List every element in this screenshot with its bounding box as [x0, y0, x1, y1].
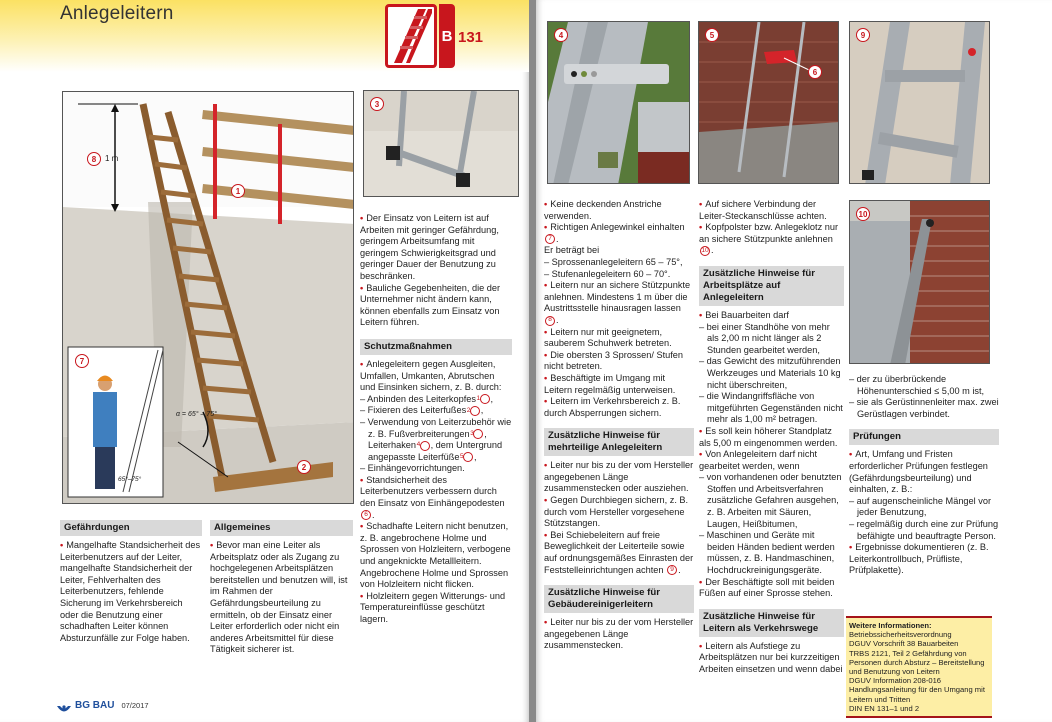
- footer: [57, 700, 149, 711]
- bullet-item: • Leitern im Verkehrsbereich z. B. durch Absperrungen sichern.: [544, 396, 694, 419]
- ref-1: 1: [480, 394, 490, 404]
- bullet-item: • Schadhafte Leitern nicht benutzen, z. B. angebrochene Holme und Sprossen von Holzleitern, verbogene und angeknickte Metallleitern. Angebrochene Holme und Sprossen von Holzleitern nicht flicken.: [360, 521, 512, 591]
- gefaehrdungen-section: [60, 520, 202, 644]
- bullet-item: • Auf sichere Verbindung der Leiter-Steckanschlüsse achten.: [699, 199, 844, 222]
- bullet-item: • Anlegeleitern gegen Ausgleiten, Umfallen, Umkanten, Abrutschen und Einsinken sichern, z. B. durch:: [360, 359, 512, 394]
- ref-7: 7: [545, 234, 555, 244]
- bullet-item: • Leiter nur bis zu der vom Hersteller angegebenen Länge zusammenstecken.: [544, 617, 694, 652]
- callout-8: 8: [87, 152, 101, 166]
- photo-4-ladder-hook: [547, 21, 690, 184]
- photo-number-3: 3: [370, 97, 384, 111]
- ref-9: 9: [667, 565, 677, 575]
- allgemeines-section: [210, 520, 353, 656]
- info-line: TRBS 2121, Teil 2 Gefährdung von Personen durch Absturz – Bereitstellung und Benutzung von Leitern: [849, 648, 985, 677]
- photo-number-6: 6: [808, 65, 822, 79]
- bullet-item: • Es soll kein höherer Standplatz als 5,00 m eingenommen werden.: [699, 426, 844, 449]
- bullet-item: • Leitern nur mit geeignetem, sauberem Schuhwerk betreten.: [544, 327, 694, 350]
- right-column-1: [544, 199, 694, 652]
- bullet-item: • Leiter nur bis zu der vom Hersteller angegebenen Länge zusammenstecken oder ausziehen.: [544, 460, 694, 495]
- ref-8: 8: [545, 316, 555, 326]
- ladder-icon: [385, 4, 437, 68]
- bullet-item: • Standsicherheit des Leiterbenutzers verbessern durch den Einsatz von Einhängepodesten 6 .: [360, 475, 512, 521]
- section-heading-verkehrswege: Zusätzliche Hinweise für Leitern als Verkehrswege: [699, 609, 844, 637]
- photo-10-head-cushion: [849, 200, 990, 364]
- left-column-2: [360, 213, 512, 626]
- badge-number: 131: [458, 29, 484, 46]
- dash-item: – der zu überbrückende Höhenunterschied ≤ 5,00 m ist,: [849, 374, 985, 396]
- bullet-item: • Der Beschäftigte soll mit beiden Füßen auf einer Sprosse stehen.: [699, 577, 844, 600]
- ref-2: 2: [470, 406, 480, 416]
- callout-2: 2: [297, 460, 311, 474]
- bullet-item: • Bei Schiebeleitern auf freie Beweglichkeit der Leiterteile sowie auf ordnungsgemäßes Einrasten der Feststelleinrichtungen achten 9 .: [544, 530, 694, 576]
- section-heading-schutzmassnahmen: Schutzmaßnahmen: [360, 339, 512, 355]
- right-column-2: [699, 199, 844, 676]
- dash-item: – bei einer Standhöhe von mehr als 2,00 m nicht länger als 2 Stunden gearbeitet werden,: [699, 321, 830, 355]
- bullet-item: • Art, Umfang und Fristen erforderlicher Prüfungen festlegen (Gefährdungsbeurteilung) und einhalten, z. B.:: [849, 449, 999, 495]
- page-title: Anlegeleitern: [60, 3, 174, 24]
- dash-item: – regelmäßig durch eine zur Prüfung befähigte und beauftragte Person.: [849, 518, 999, 541]
- dash-item: – Fixieren des Leiterfußes 2 ,: [360, 405, 484, 416]
- photo-number-10: 10: [856, 207, 870, 221]
- inset-angle-label: 65°–75°: [118, 476, 142, 483]
- category-badge: [385, 4, 483, 68]
- dash-item: – Einhängevorrichtungen.: [360, 463, 465, 474]
- ref-5: 5: [463, 452, 473, 462]
- photo-5-hanging-platform: [698, 21, 839, 184]
- text-line: Er beträgt bei: [544, 245, 600, 256]
- photo-number-5: 5: [705, 28, 719, 42]
- section-heading-gefaehrdungen: Gefährdungen: [60, 520, 202, 536]
- info-line: Betriebssicherheitsverordnung: [849, 630, 952, 640]
- page-gutter: [529, 0, 536, 722]
- info-box-title: Weitere Informationen:: [849, 621, 932, 630]
- section-heading-arbeitsplaetze: Zusätzliche Hinweise für Arbeitsplätze auf Anlegeleitern: [699, 266, 844, 306]
- bullet-item: • Leitern nur an sichere Stützpunkte anlehnen. Mindestens 1 m über die Austrittsstelle hinausragen lassen 8 .: [544, 280, 694, 326]
- dash-item: – sie als Gerüstinnenleiter max. zwei Gerüstlagen verbindet.: [849, 397, 999, 419]
- bullet-item: • Ergebnisse dokumentieren (z. B. Leiterkontrollbuch, Prüfliste, Prüfplakette).: [849, 542, 999, 577]
- callout-7: 7: [75, 354, 89, 368]
- dash-item: – Stufenanlegeleitern 60 – 70°.: [544, 268, 671, 279]
- photo-3-foot-extension: [363, 90, 519, 197]
- main-ladder-illustration: [62, 91, 354, 504]
- bullet-item: • Mangelhafte Standsicherheit des Leiterbenutzers auf der Leiter, mangelhafte Standsicherheit der Leiter, Fehlverhalten des Leiterbenutzers, fehlende Sicherung im Verkehrsbereich oder die Benutzung einer schadhaften Leiter können Absturzunfälle zur Folge haben.: [60, 540, 202, 644]
- bullet-item: • Bei Bauarbeiten darf: [699, 310, 844, 322]
- bullet-item: • Keine deckenden Anstriche verwenden.: [544, 199, 694, 222]
- bullet-item: • Richtigen Anlegewinkel einhalten 7 .: [544, 222, 694, 245]
- ref-4: 4: [420, 441, 430, 451]
- footer-brand: BG BAU: [75, 700, 115, 711]
- info-line: DIN EN 131–1 und 2: [849, 703, 920, 713]
- bullet-item: • Gegen Durchbiegen sichern, z. B. durch vom Hersteller vorgesehene Stützstangen.: [544, 495, 694, 530]
- bullet-item: • Die obersten 3 Sprossen/ Stufen nicht betreten.: [544, 350, 694, 373]
- bullet-item: • Holzleitern gegen Witterungs- und Temperatureinflüsse geschützt lagern.: [360, 591, 512, 626]
- bg-bau-logo-icon: [57, 701, 71, 710]
- dash-item: – Anbinden des Leiterkopfes 1 ,: [360, 393, 494, 404]
- dash-item: – das Gewicht des mitzuführenden Werkzeuges und Materials 10 kg nicht überschreiten,: [699, 356, 841, 390]
- dash-item: – Maschinen und Geräte mit beiden Händen bedient werden müssen, z. B. Handmaschinen, Hochdruckreinigungsgeräte.: [699, 530, 835, 576]
- photo-number-4: 4: [554, 28, 568, 42]
- photo-9-extension-ladder-lock: [849, 21, 990, 184]
- bullet-item: • Der Einsatz von Leitern ist auf Arbeiten mit geringer Gefährdung, geringem Arbeitsumfang mit geringem Schwierigkeitsgrad und geringer Dauer der Benutzung zu beschränken.: [360, 213, 512, 283]
- info-line: DGUV Vorschrift 38 Bauarbeiten: [849, 639, 959, 649]
- dash-item: – die Windangriffsfläche von mitgeführten Gegenständen nicht mehr als 1,00 m² betragen.: [699, 391, 843, 425]
- bullet-item: • Leitern als Aufstiege zu Arbeitsplätzen nur bei kurzzeitigen Arbeiten einsetzen und wenn dabei: [699, 641, 844, 676]
- dash-item: – auf augenscheinliche Mängel vor jeder Benutzung,: [849, 495, 991, 518]
- section-heading-pruefungen: Prüfungen: [849, 429, 999, 445]
- bullet-item: • Bauliche Gegebenheiten, die der Unternehmer nicht ändern kann, können ebenfalls zum Einsatz von Leitern führen.: [360, 283, 512, 329]
- info-line: DGUV Information 208-016 Handlungsanleitung für den Umgang mit Leitern und Tritten: [849, 676, 985, 704]
- dash-item: – Verwendung von Leiterzubehör wie z. B. Fußverbreiterungen 3 , Leiterhaken 4 , dem Untergrund angepasste Leiterfüße 5 ,: [360, 416, 512, 462]
- bullet-item: • Beschäftigte im Umgang mit Leitern regelmäßig unterweisen.: [544, 373, 694, 396]
- further-information-box: [846, 616, 992, 718]
- angle-label: α = 65° – 75°: [176, 411, 217, 418]
- ref-3: 3: [473, 429, 483, 439]
- overhang-label: 1 m: [105, 154, 119, 163]
- section-heading-allgemeines: Allgemeines: [210, 520, 353, 536]
- bullet-item: • Von Anlegeleitern darf nicht gearbeitet werden, wenn: [699, 449, 844, 472]
- photo-number-9: 9: [856, 28, 870, 42]
- right-column-3: [849, 374, 999, 577]
- callout-1: 1: [231, 184, 245, 198]
- section-heading-gebaeudereiniger: Zusätzliche Hinweise für Gebäudereinigerleitern: [544, 585, 694, 613]
- ref-10: 10: [700, 246, 710, 256]
- bullet-item: • Kopfpolster bzw. Anlegeklotz nur an sichere Stützpunkte anlehnen 10 .: [699, 222, 844, 257]
- dash-item: – von vorhandenen oder benutzten Stoffen und Arbeitsverfahren zusätzliche Gefahren ausgehen, z. B. Arbeiten mit Säuren, Laugen, Heißbitumen,: [699, 472, 842, 529]
- ref-6: 6: [361, 510, 371, 520]
- badge-letter: B: [439, 4, 455, 68]
- section-heading-mehrteilige: Zusätzliche Hinweise für mehrteilige Anlegeleitern: [544, 428, 694, 456]
- bullet-item: • Bevor man eine Leiter als Arbeitsplatz oder als Zugang zu hochgelegenen Arbeitsplätzen bereitstellen und benutzen will, ist im Rahmen der Gefährdungsbeurteilung zu ermitteln, ob der Einsatz einer Leiter erforderlich oder nicht ein anderes Arbeitsmittel für diese Tätigkeit sicherer ist.: [210, 540, 353, 656]
- dash-item: – Sprossenanlegeleitern 65 – 75°,: [544, 256, 683, 267]
- right-page: [536, 0, 1052, 722]
- footer-date: 07/2017: [121, 701, 149, 710]
